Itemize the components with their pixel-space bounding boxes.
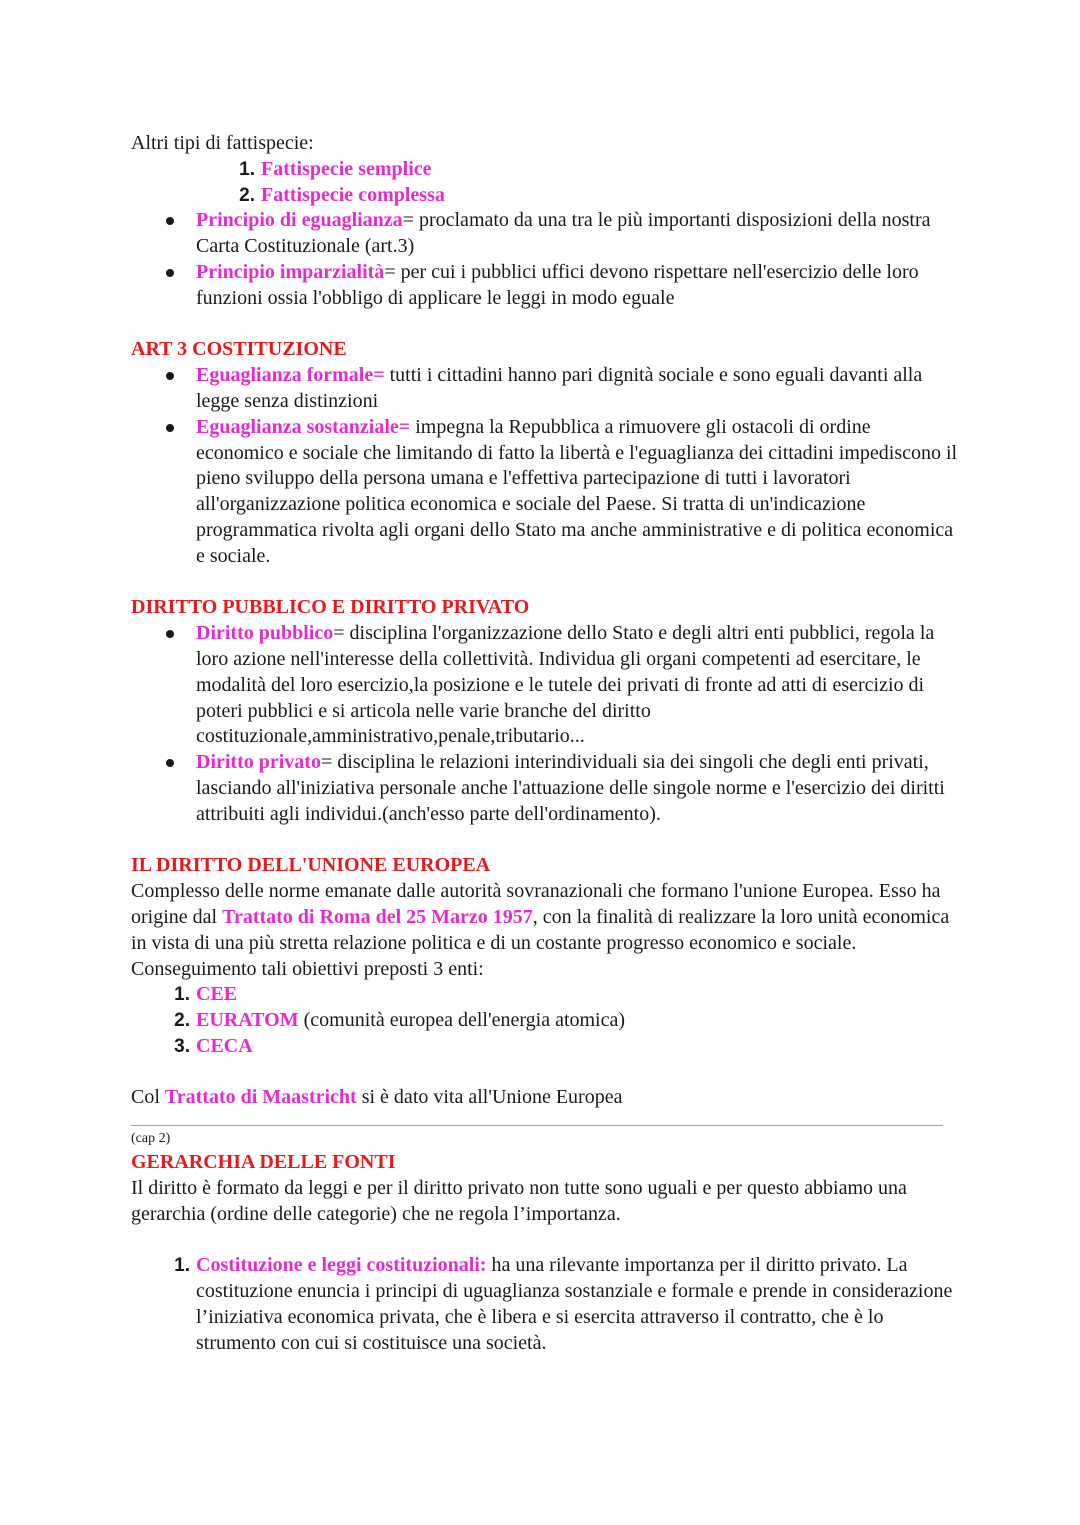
ue-paragraph: Complesso delle norme emanate dalle autorità sovranazionali che formano l'unione Europea. Esso ha origine dal Trattato di Roma del 25 Marzo 1957, con la finalità di realizzare la loro unità economica in vista di una più stretta relazione politica e di un costante progresso economico e sociale. [131,880,950,954]
list-item: 1. CEE [174,983,238,1006]
fonti-list [131,1253,961,1356]
list-item: Principio imparzialità= per cui i pubblici uffici devono rispettare nell'esercizio delle loro funzioni ossia l'obbligo di applicare le leggi in modo eguale [196,260,961,312]
principi-list [131,208,961,311]
bullet-icon [166,269,174,277]
bullet-icon [166,424,174,432]
fattispecie-list [131,157,961,209]
entities-list [131,982,961,1059]
section-heading-fonti: GERARCHIA DELLE FONTI [131,1151,396,1174]
fonti-intro: Il diritto è formato da leggi e per il diritto privato non tutte sono uguali e per questo abbiamo una gerarchia (ordine delle categorie) che ne regola l’importanza. [131,1177,907,1225]
art3-list [131,363,961,569]
list-item: Eguaglianza formale= tutti i cittadini hanno pari dignità sociale e sono eguali davanti alla legge senza distinzioni [196,363,961,415]
ue-objectives: Conseguimento tali obiettivi preposti 3 enti: [131,957,484,980]
section-heading-art3: ART 3 COSTITUZIONE [131,338,347,361]
list-item: 1. Costituzione e leggi costituzionali: ha una rilevante importanza per il diritto privato. La costituzione enuncia i principi di uguaglianza sostanziale e formale e prende in considerazione l’iniziativa economica privata, che è libera e si esercita attraverso il contratto, che è lo strumento con cui si costituisce una società. [174,1254,953,1354]
bullet-icon [166,217,174,225]
bullet-icon [166,372,174,380]
intro-line: Altri tipi di fattispecie: [131,132,314,154]
document-content [131,131,961,1357]
bullet-icon [166,759,174,767]
list-item: 2. Fattispecie complessa [239,183,445,206]
horizontal-divider [131,1125,943,1126]
bullet-icon [166,630,174,638]
list-item: 3. CECA [174,1034,253,1057]
list-item: Principio di eguaglianza= proclamato da una tra le più importanti disposizioni della nostra Carta Costituzionale (art.3) [196,208,961,260]
diritto-list [131,621,961,827]
list-item: Eguaglianza sostanziale= impegna la Repubblica a rimuovere gli ostacoli di ordine economico e sociale che limitando di fatto la libertà e l'eguaglianza dei cittadini impediscono il pieno sviluppo della persona umana e l'effettiva partecipazione di tutti i lavoratori all'organizzazione politica economica e sociale del Paese. Si tratta di un'indicazione programmatica rivolta agli organi dello Stato ma anche amministrative e di politica economica e sociale. [196,415,961,570]
chapter-label: (cap 2) [131,1131,171,1147]
list-item: 1. Fattispecie semplice [239,157,432,180]
maastricht-line: Col Trattato di Maastricht si è dato vita all'Unione Europea [131,1086,623,1109]
list-item: 2. EURATOM (comunità europea dell'energia atomica) [174,1009,626,1032]
section-heading-diritto: DIRITTO PUBBLICO E DIRITTO PRIVATO [131,596,530,619]
list-item: Diritto pubblico= disciplina l'organizzazione dello Stato e degli altri enti pubblici, regola la loro azione nell'interesse della collettività. Individua gli organi competenti ad esercitare, le modalità del loro esercizio,la posizione e le tutele dei privati di fronte ad atti di esercizio di poteri pubblici e si articola nelle varie branche del diritto costituzionale,amministrativo,penale,tributario... [196,621,961,750]
list-item: Diritto privato= disciplina le relazioni interindividuali sia dei singoli che degli enti privati, lasciando all'iniziativa personale anche l'attuazione delle singole norme e l'esercizio dei diritti attribuiti agli individui.(anch'esso parte dell'ordinamento). [196,750,961,827]
section-heading-ue: IL DIRITTO DELL'UNIONE EUROPEA [131,854,491,877]
